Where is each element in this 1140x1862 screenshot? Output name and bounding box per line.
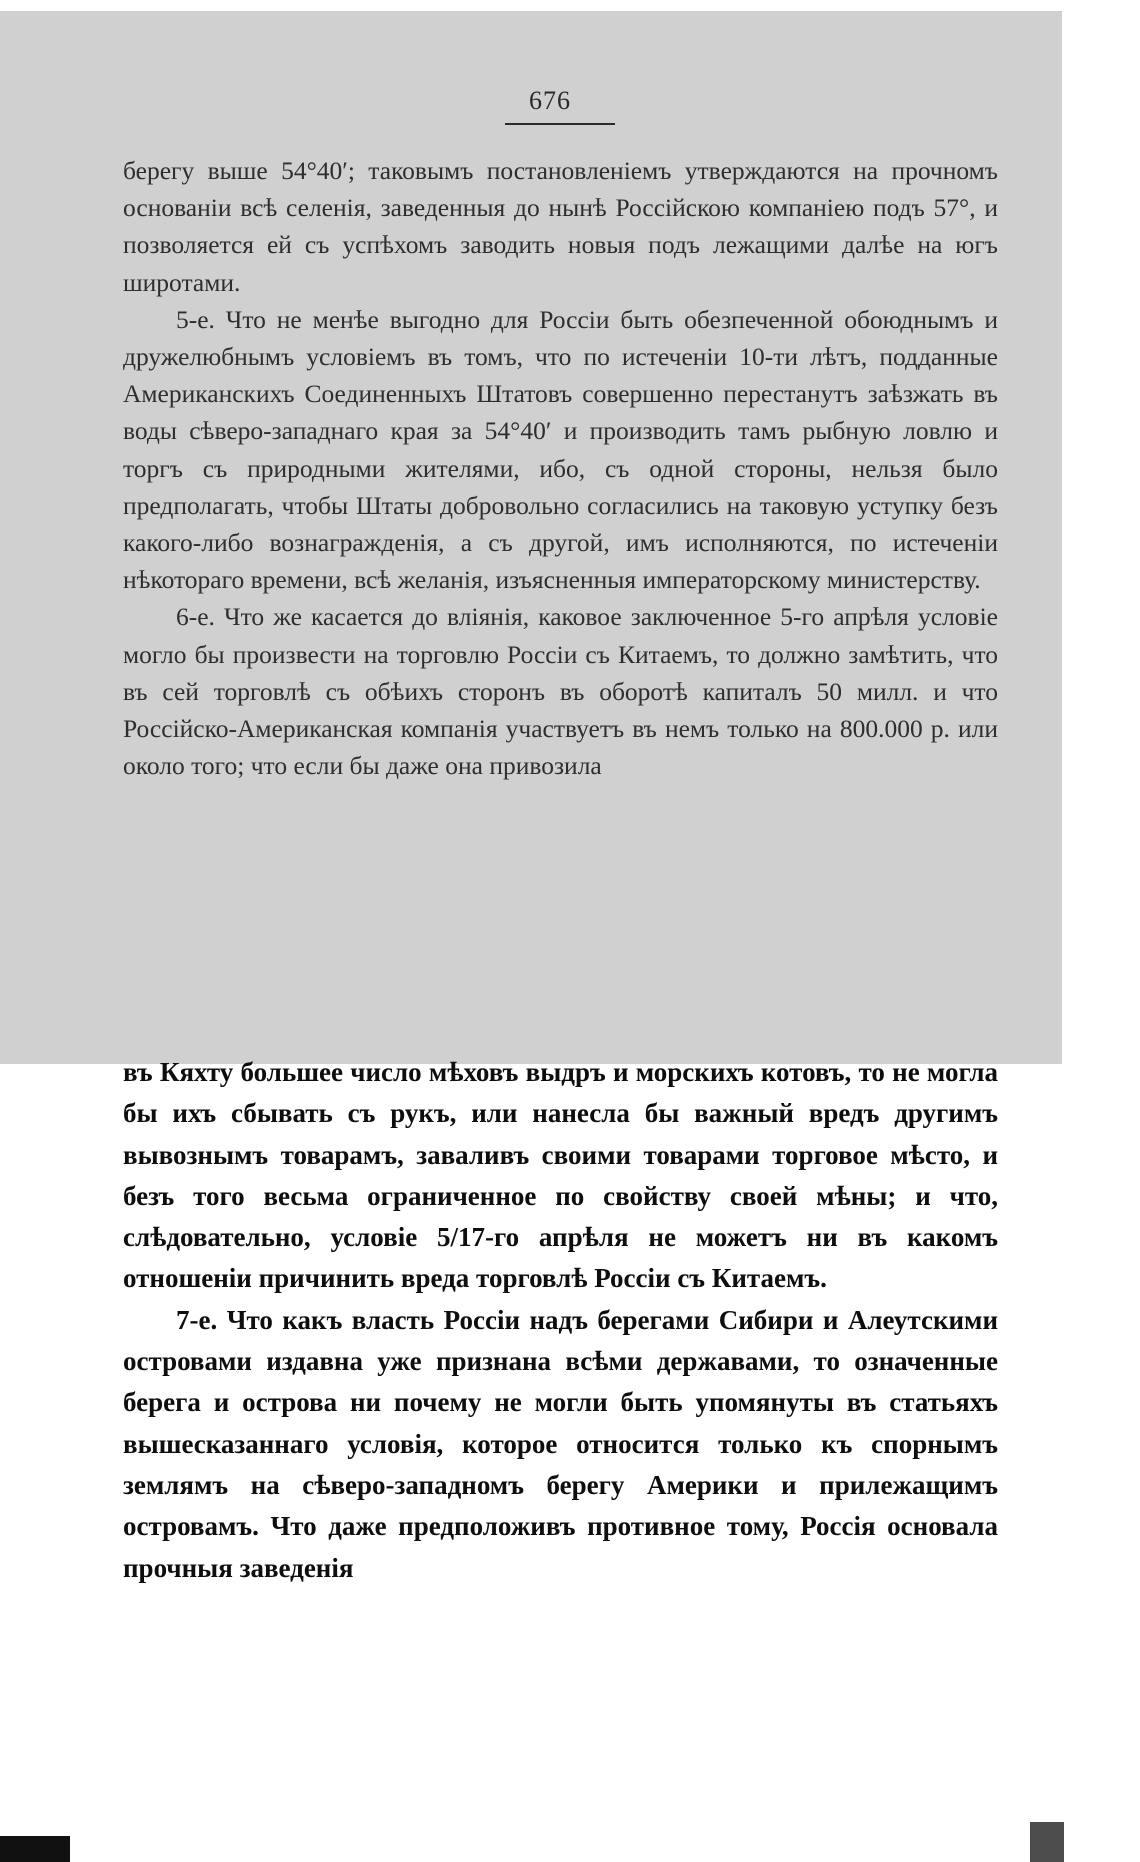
paragraph-point-5: 5-е. Что не менѣе выгодно для Россіи быть обезпеченной обоюднымъ и дружелюбнымъ условіемъ въ томъ, что по истеченіи 10-ти лѣтъ, подданные Американскихъ Соединенныхъ Штатовъ совершенно перестанутъ заѣзжать въ воды сѣверо-западнаго края за 54°40′ и производить тамъ рыбную ловлю и торгъ съ природными жителями, ибо, съ одной стороны, нельзя было предполагать, чтобы Штаты добровольно согласились на таковую уступку безъ какого-либо вознагражденія, а съ другой, имъ исполняются, по истеченіи нѣкотораго времени, всѣ желанія, изъясненныя императорскому министерству.	[123, 304, 998, 595]
page-number-rule	[505, 123, 615, 125]
scan-artifact-bottom-right	[1030, 1822, 1064, 1862]
paragraph-point-6: 6-е. Что же касается до вліянія, каковое заключенное 5-го апрѣля условіе могло бы произвести на торговлю Россіи съ Китаемъ, то должно замѣтить, что въ сей торговлѣ съ обѣихъ сторонъ въ оборотѣ капиталъ 50 милл. и что Россійско-Американская компанія участвуетъ въ немъ только на 800.000 р. или около того; что если бы даже она привозила	[123, 602, 998, 781]
paragraph-point-7: 7-е. Что какъ власть Россіи надъ берегами Сибири и Алеутскими островами издавна уже признана всѣми державами, то означенные берега и острова ни почему не могли быть упомянуты въ статьяхъ вышесказаннаго условія, которое относится только къ спорнымъ землямъ на сѣверо-западномъ берегу Америки и прилежащимъ островамъ. Что даже предположивъ противное тому, Россія основала прочныя заведенія	[123, 1304, 998, 1583]
page-number: 676	[529, 86, 571, 115]
lower-text-block	[123, 1052, 998, 1589]
paragraph-continuation: берегу выше 54°40′; таковымъ постановленіемъ утверждаются на прочномъ основаніи всѣ селенія, заведенныя до нынѣ Россійскою компаніею подъ 57°, и позволяется ей съ успѣхомъ заводить новыя подъ лежащими далѣе на югъ широтами.	[123, 156, 998, 297]
paragraph-point-6-continued: въ Кяхту большее число мѣховъ выдръ и морскихъ котовъ, то не могла бы ихъ сбывать съ рукъ, или нанесла бы важный вредъ другимъ вывознымъ товарамъ, заваливъ своими товарами торговое мѣсто, и безъ того весьма ограниченное по свойству своей мѣны; и что, слѣдовательно, условіе 5/17-го апрѣля не можетъ ни въ какомъ отношеніи причинить вреда торговлѣ Россіи съ Китаемъ.	[123, 1057, 998, 1294]
scan-artifact-bottom-left	[0, 1836, 70, 1862]
upper-text-block	[123, 152, 998, 784]
